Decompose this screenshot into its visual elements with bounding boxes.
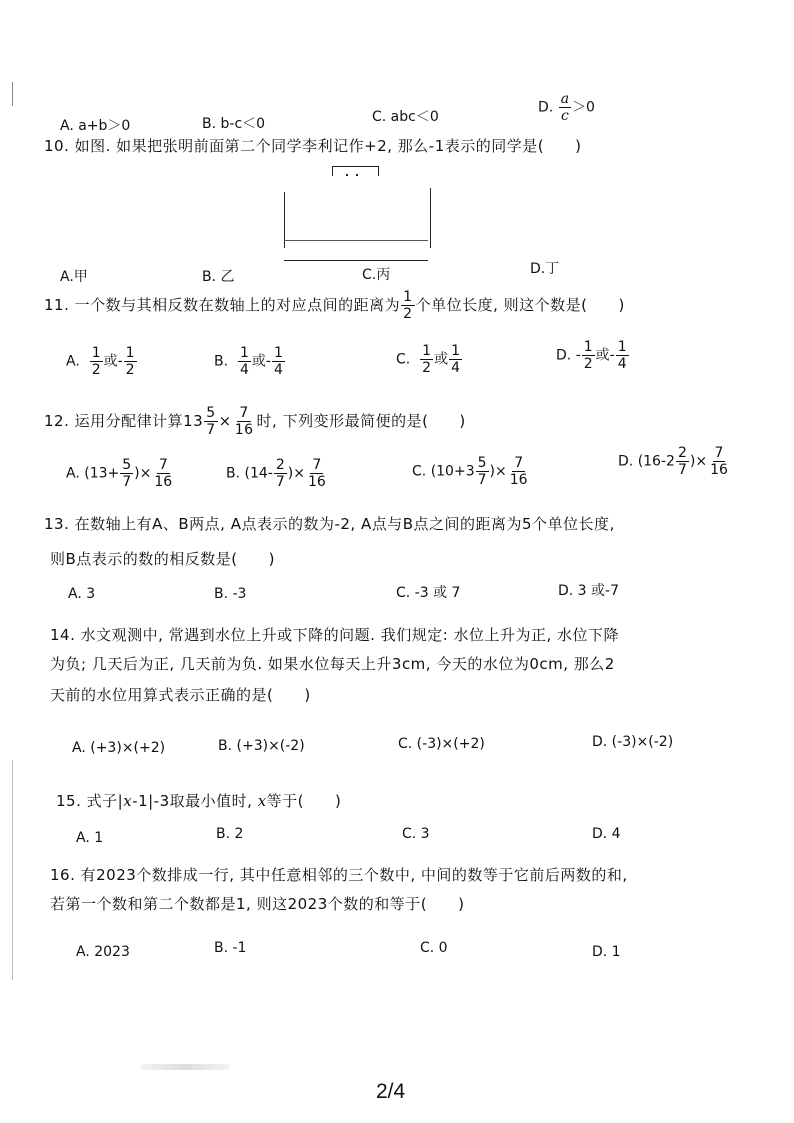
q12-option-b: B. (14- $\frac{2}{7}$ )× $\frac{7}{16}$ [226, 457, 326, 490]
q10-option-c: C.丙 [362, 267, 391, 283]
q9-option-b: B. b-c＜0 [202, 116, 266, 132]
q13-option-c: C. -3 或 7 [396, 585, 461, 601]
q9-option-d: D. $\frac{a}{c}$ ＞0 [538, 91, 595, 124]
q11-option-a: A. $\frac{1}{2}$ 或- $\frac{1}{2}$ [66, 345, 135, 378]
q9-option-a: A. a+b＞0 [60, 118, 131, 134]
q12-stem: 12. 运用分配律计算13 $\frac{5}{7}$ × $\frac{7}{16}$ 时, 下列变形最简便的是( ) [44, 405, 466, 438]
q10-stem: 10. 如图. 如果把张明前面第二个同学李利记作+2, 那么-1表示的同学是( ) [44, 137, 582, 155]
q14-option-d: D. (-3)×(-2) [592, 734, 674, 750]
q14-stem-line3: 天前的水位用算式表示正确的是( ) [50, 686, 311, 704]
scan-smudge [140, 1064, 230, 1070]
q10-option-a: A.甲 [60, 269, 88, 285]
q14-stem-line2: 为负; 几天后为正, 几天前为负. 如果水位每天上升3cm, 今天的水位为0cm, 那么2 [50, 655, 615, 673]
q10-option-b: B. 乙 [202, 269, 235, 285]
q16-option-c: C. 0 [420, 940, 448, 956]
q14-stem-line1: 14. 水文观测中, 常遇到水位上升或下降的问题. 我们规定: 水位上升为正, 水位下降 [50, 626, 620, 644]
q14-option-a: A. (+3)×(+2) [72, 740, 166, 756]
q13-stem-line2: 则B点表示的数的相反数是( ) [50, 550, 275, 568]
q11-option-d: D. - $\frac{1}{2}$ 或- $\frac{1}{4}$ [556, 339, 627, 372]
q15-stem: 15. 式子|x-1|-3取最小值时, x等于( ) [56, 792, 342, 810]
q13-option-b: B. -3 [214, 586, 247, 602]
q11-option-c: C. $\frac{1}{2}$ 或 $\frac{1}{4}$ [396, 343, 460, 376]
q10-option-d: D.丁 [530, 261, 560, 277]
q14-option-b: B. (+3)×(-2) [218, 738, 305, 754]
q9-option-c: C. abc＜0 [372, 109, 439, 125]
q12-option-a: A. (13+ $\frac{5}{7}$ )× $\frac{7}{16}$ [66, 457, 173, 490]
q16-option-b: B. -1 [214, 940, 247, 956]
q15-option-c: C. 3 [402, 826, 430, 842]
q11-stem: 11. 一个数与其相反数在数轴上的对应点间的距离为 $\frac{1}{2}$ 个单位长度, 则这个数是( ) [44, 289, 625, 322]
scan-edge-mark-top [12, 82, 13, 106]
page-number: 2/4 [376, 1080, 406, 1103]
q11-option-b: B. $\frac{1}{4}$ 或- $\frac{1}{4}$ [214, 345, 283, 378]
q16-option-d: D. 1 [592, 944, 621, 960]
q14-option-c: C. (-3)×(+2) [398, 736, 485, 752]
q13-option-d: D. 3 或-7 [558, 583, 619, 599]
q15-option-b: B. 2 [216, 826, 244, 842]
q12-option-c: C. (10+3 $\frac{5}{7}$ )× $\frac{7}{16}$ [412, 455, 528, 488]
q13-stem-line1: 13. 在数轴上有A、B两点, A点表示的数为-2, A点与B点之间的距离为5个单位长度, [44, 515, 615, 533]
q16-stem-line1: 16. 有2023个数排成一行, 其中任意相邻的三个数中, 中间的数等于它前后两数的和, [50, 866, 628, 884]
scan-edge-mark-bottom [12, 760, 13, 980]
q15-option-a: A. 1 [76, 830, 104, 846]
q13-option-a: A. 3 [68, 586, 96, 602]
q16-option-a: A. 2023 [76, 944, 130, 960]
q16-stem-line2: 若第一个数和第二个数都是1, 则这2023个数的和等于( ) [50, 895, 465, 913]
q12-option-d: D. (16-2 $\frac{2}{7}$ )× $\frac{7}{16}$ [618, 445, 728, 478]
q15-option-d: D. 4 [592, 826, 621, 842]
q10-diagram [282, 166, 432, 262]
